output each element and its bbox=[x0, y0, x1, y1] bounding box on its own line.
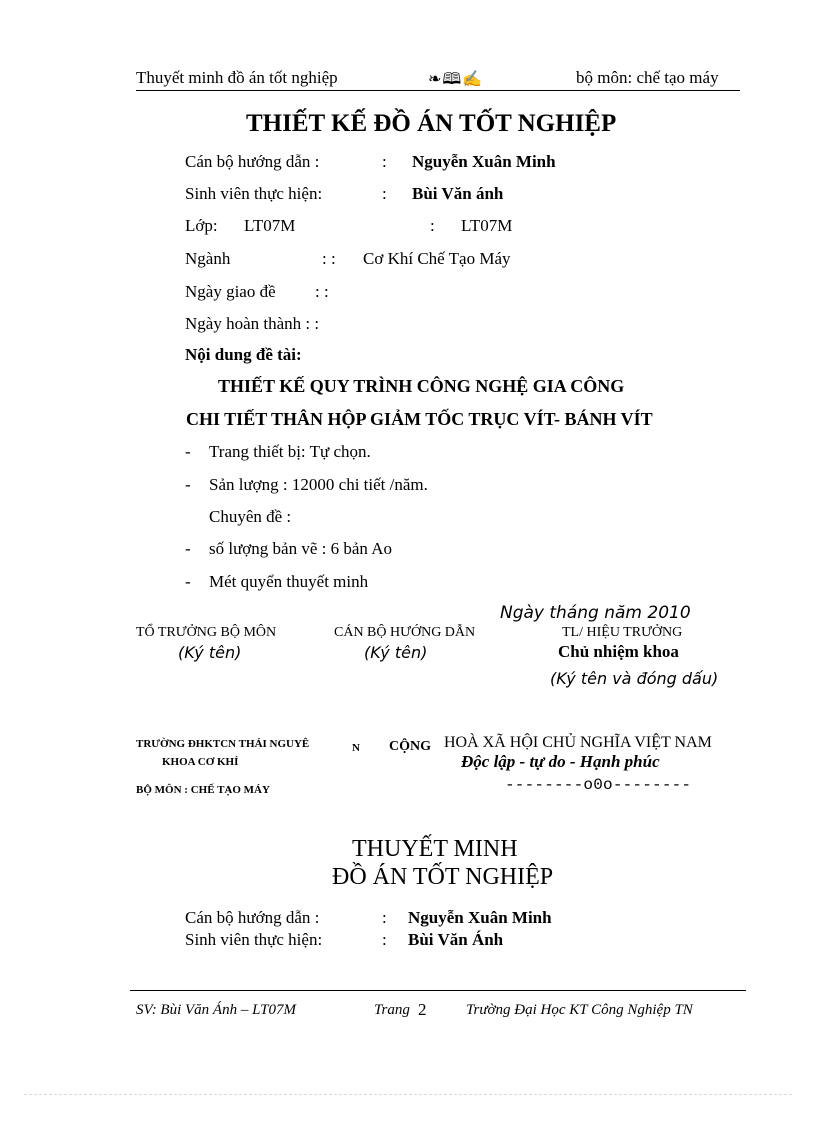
school-name-n: N bbox=[352, 742, 360, 754]
faculty-name: KHOA CƠ KHÍ bbox=[162, 756, 239, 768]
principal-title: TL/ HIỆU TRƯỞNG bbox=[562, 625, 683, 640]
advisor-label: Cán bộ hướng dẫn : bbox=[185, 152, 320, 171]
complete-date-label: Ngày hoàn thành : : bbox=[185, 314, 320, 333]
equipment-item: Trang thiết bị: Tự chọn. bbox=[209, 442, 371, 461]
student-value: Bùi Văn ánh bbox=[412, 184, 504, 203]
national-motto: Độc lập - tự do - Hạnh phúc bbox=[461, 752, 660, 771]
page-bottom-divider bbox=[24, 1094, 792, 1095]
class-colon: : bbox=[430, 216, 435, 235]
cover-advisor-label: Cán bộ hướng dẫn : bbox=[185, 908, 320, 927]
major-value: Cơ Khí Chế Tạo Máy bbox=[363, 249, 511, 268]
cover-title-2: ĐỒ ÁN TỐT NGHIỆP bbox=[332, 864, 554, 890]
head-sign: (Ký tên) bbox=[178, 643, 242, 662]
assign-date-label: Ngày giao đề bbox=[185, 282, 276, 301]
student-colon: : bbox=[382, 184, 387, 203]
header-left: Thuyết minh đồ án tốt nghiệp bbox=[136, 68, 338, 87]
footer-page-number: 2 bbox=[418, 1000, 427, 1019]
cover-advisor-colon: : bbox=[382, 908, 387, 927]
book-ornament-icon: ❧🕮✍ bbox=[428, 71, 484, 88]
major-colon: : : bbox=[322, 249, 336, 268]
cover-advisor-value: Nguyễn Xuân Minh bbox=[408, 908, 552, 927]
footer-rule bbox=[130, 990, 746, 991]
topic-line1: THIẾT KẾ QUY TRÌNH CÔNG NGHỆ GIA CÔNG bbox=[218, 376, 625, 396]
assign-date-colon: : : bbox=[315, 282, 329, 301]
school-name: TRƯỜNG ĐHKTCN THÁI NGUYÊ bbox=[136, 738, 310, 750]
cover-student-colon: : bbox=[382, 930, 387, 949]
footer-school: Trường Đại Học KT Công Nghiệp TN bbox=[466, 1002, 693, 1018]
republic-prefix: CỘNG bbox=[389, 739, 431, 754]
republic-title: HOÀ XÃ HỘI CHỦ NGHĨA VIỆT NAM bbox=[444, 734, 712, 751]
cover-student-label: Sinh viên thực hiện: bbox=[185, 930, 323, 949]
special-topic-item: Chuyên đề : bbox=[209, 507, 292, 526]
class-value: LT07M bbox=[461, 216, 513, 235]
department-name: BỘ MÔN : CHẾ TẠO MÁY bbox=[136, 784, 270, 796]
cover-student-value: Bùi Văn Ánh bbox=[408, 930, 504, 949]
header-right: bộ môn: chế tạo máy bbox=[576, 68, 719, 87]
topic-line2: CHI TIẾT THÂN HỘP GIẢM TỐC TRỤC VÍT- BÁNH VÍT bbox=[186, 409, 653, 429]
drawings-item: số lượng bản vẽ : 6 bản Ao bbox=[209, 539, 392, 558]
cover-title-1: THUYẾT MINH bbox=[352, 836, 518, 862]
footer-student: SV: Bùi Văn Ánh – LT07M bbox=[136, 1002, 296, 1018]
separator: --------o0o-------- bbox=[505, 776, 692, 794]
header-rule bbox=[136, 90, 740, 91]
sign-date: Ngày tháng năm 2010 bbox=[500, 603, 691, 623]
major-label: Ngành bbox=[185, 249, 231, 268]
bullet-dash: - bbox=[185, 442, 191, 461]
head-title: TỔ TRƯỞNG BỘ MÔN bbox=[136, 625, 277, 640]
output-item: Sản lượng : 12000 chi tiết /năm. bbox=[209, 475, 428, 494]
content-label: Nội dung đề tài: bbox=[185, 345, 302, 364]
advisor-sign-title: CÁN BỘ HƯỚNG DẪN bbox=[334, 625, 476, 640]
main-title: THIẾT KẾ ĐỒ ÁN TỐT NGHIỆP bbox=[246, 110, 617, 137]
footer-page-label: Trang bbox=[374, 1002, 410, 1018]
class-label: Lớp: bbox=[185, 216, 218, 235]
class-inline: LT07M bbox=[244, 216, 296, 235]
advisor-sign: (Ký tên) bbox=[364, 643, 428, 662]
student-label: Sinh viên thực hiện: bbox=[185, 184, 323, 203]
bullet-dash: - bbox=[185, 539, 191, 558]
bullet-dash: - bbox=[185, 475, 191, 494]
bullet-dash: - bbox=[185, 572, 191, 591]
booklet-item: Mét quyển thuyết minh bbox=[209, 572, 369, 591]
dean-title: Chủ nhiệm khoa bbox=[558, 642, 679, 661]
advisor-value: Nguyễn Xuân Minh bbox=[412, 152, 556, 171]
advisor-colon: : bbox=[382, 152, 387, 171]
dean-sign: (Ký tên và đóng dấu) bbox=[550, 669, 719, 688]
